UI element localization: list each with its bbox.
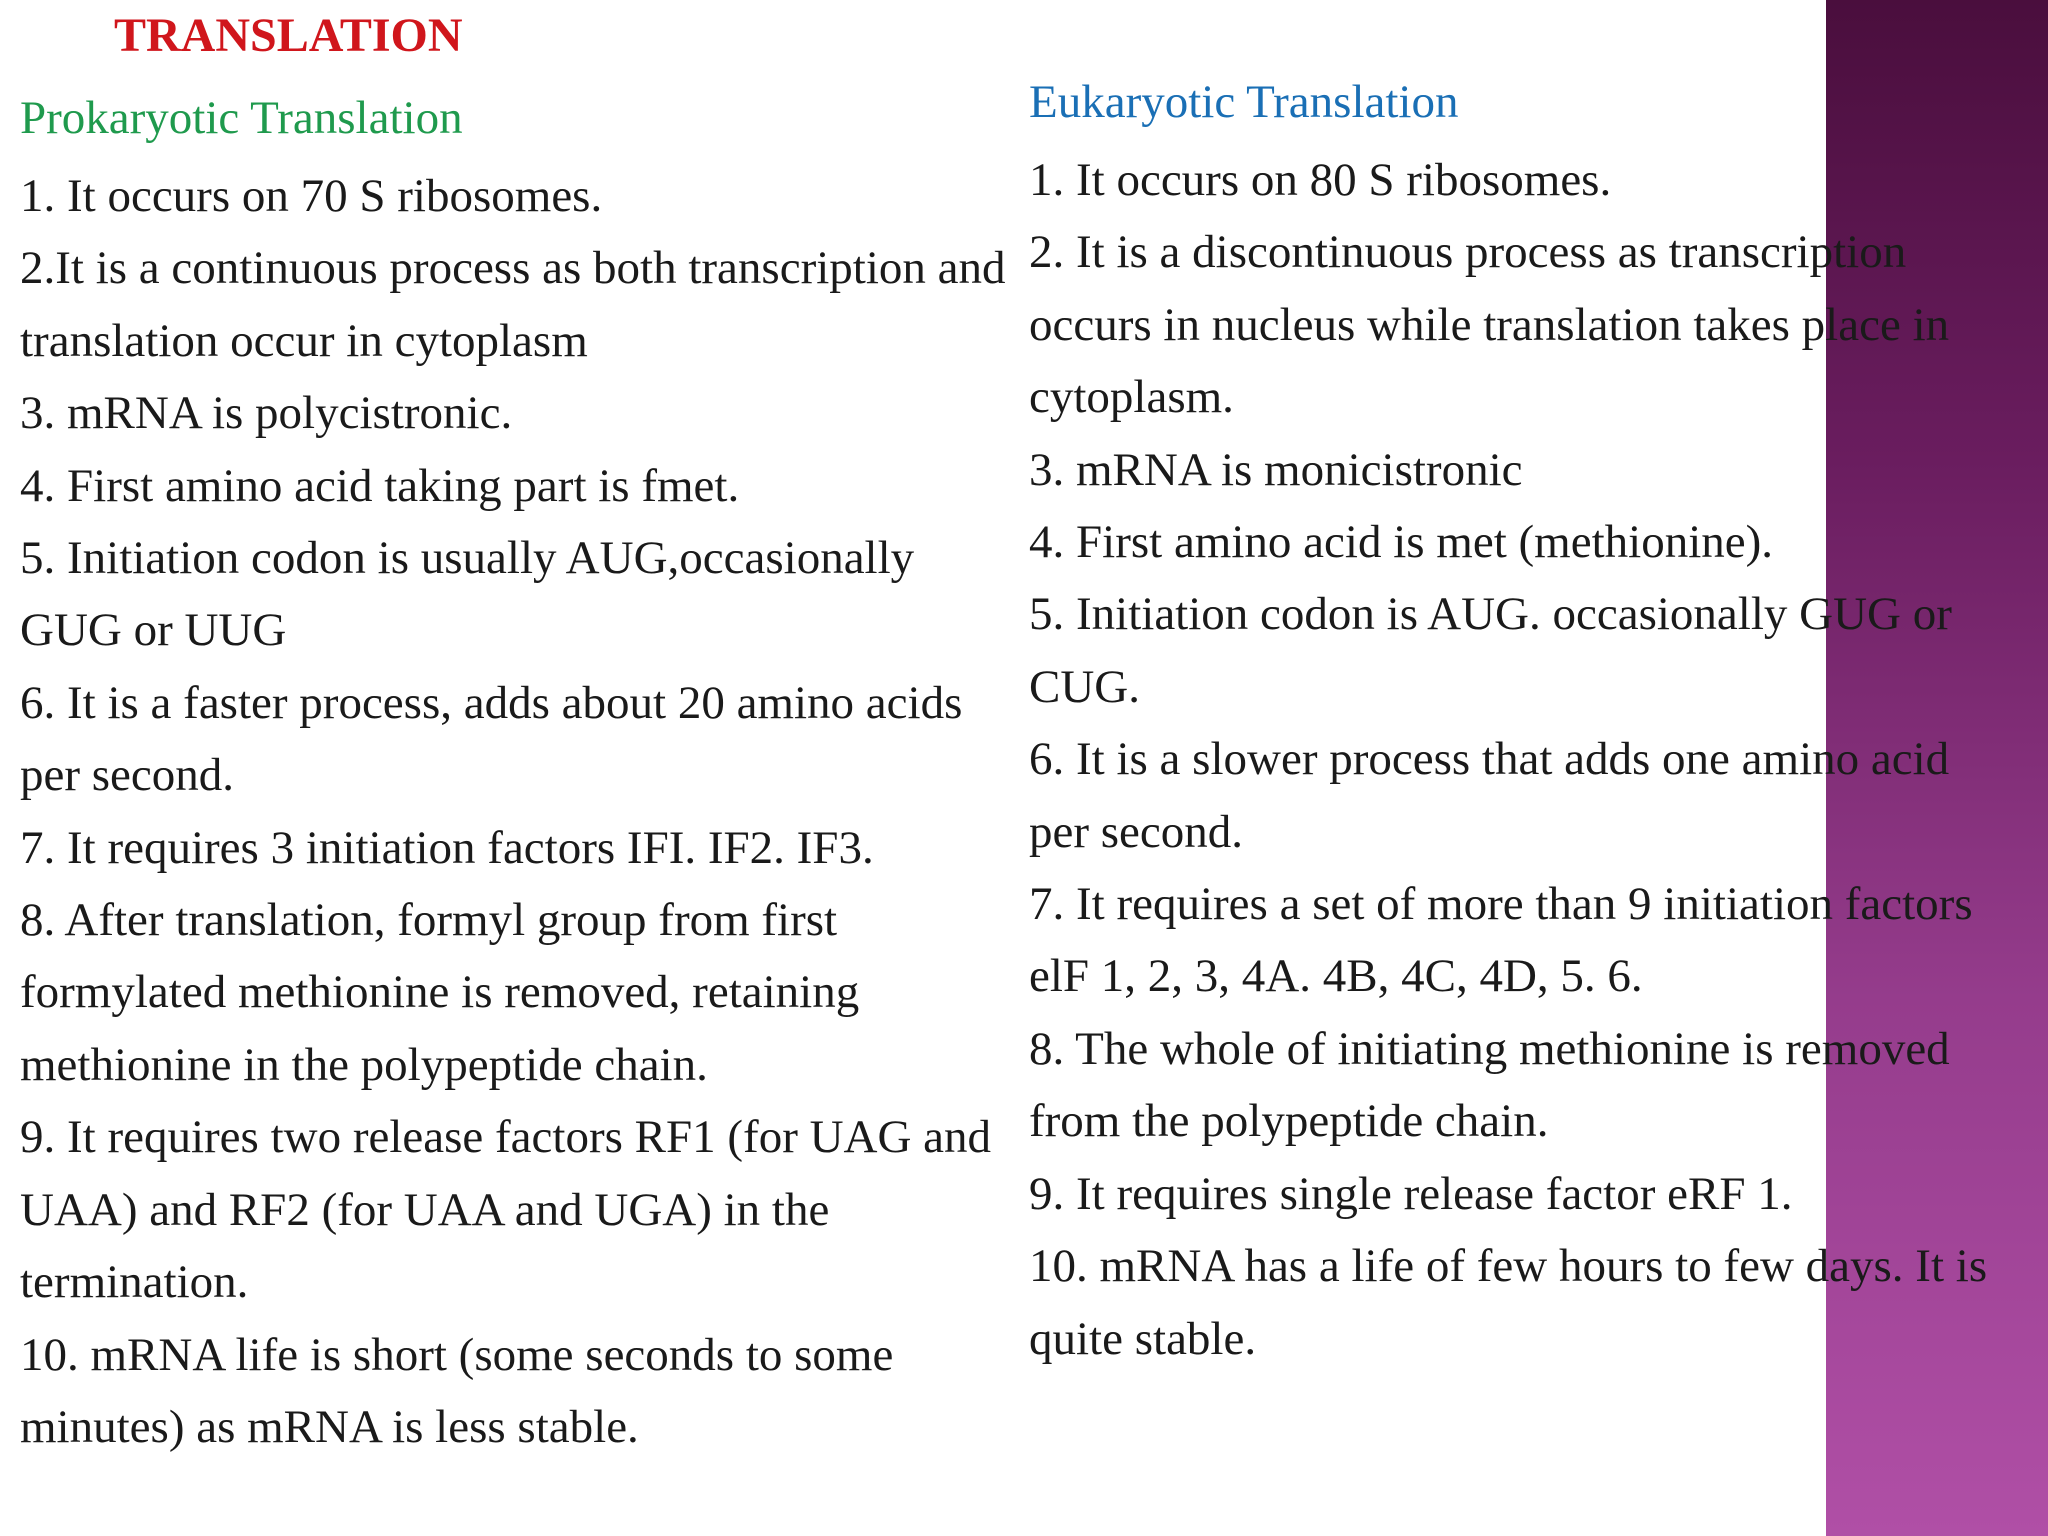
eukaryotic-point: 4. First amino acid is met (methionine). [1029, 516, 1774, 569]
prokaryotic-point: 9. It requires two release factors RF1 (for UAG and UAA) and RF2 (for UAA and UGA) in the termination. [20, 1111, 992, 1309]
prokaryotic-point: 3. mRNA is polycistronic. [20, 387, 513, 440]
prokaryotic-point: 4. First amino acid taking part is fmet. [20, 459, 740, 512]
prokaryotic-heading: Prokaryotic Translation [20, 92, 463, 144]
eukaryotic-point: 10. mRNA has a life of few hours to few days. It is quite stable. [1029, 1240, 1988, 1365]
prokaryotic-point: 5. Initiation codon is usually AUG,occasionally GUG or UUG [20, 532, 915, 657]
prokaryotic-column [20, 88, 1020, 1463]
prokaryotic-point: 6. It is a faster process, adds about 20 amino acids per second. [20, 676, 963, 802]
prokaryotic-point: 2.It is a continuous process as both transcription and translation occur in cytoplasm [20, 242, 1006, 367]
slide-title: TRANSLATION [114, 9, 463, 62]
eukaryotic-point: 8. The whole of initiating methionine is removed from the polypeptide chain. [1029, 1022, 1950, 1148]
prokaryotic-point: 8. After translation, formyl group from first formylated methionine is removed, retaining methionine in the polypeptide chain. [20, 894, 860, 1091]
prokaryotic-point: 7. It requires 3 initiation factors IFI. IF2. IF3. [20, 821, 874, 874]
eukaryotic-point: 1. It occurs on 80 S ribosomes. [1029, 154, 1612, 206]
eukaryotic-point: 9. It requires single release factor eRF 1. [1029, 1167, 1793, 1220]
eukaryotic-point: 2. It is a discontinuous process as transcription occurs in nucleus while translation takes place in cytoplasm. [1029, 226, 1950, 424]
prokaryotic-points [20, 160, 1020, 1463]
eukaryotic-heading: Eukaryotic Translation [1029, 76, 1459, 128]
eukaryotic-point: 5. Initiation codon is AUG. occasionally GUG or CUG. [1029, 588, 1952, 713]
eukaryotic-points [1029, 144, 2019, 1375]
prokaryotic-point: 1. It occurs on 70 S ribosomes. [20, 170, 603, 222]
eukaryotic-point: 3. mRNA is monicistronic [1029, 443, 1523, 496]
eukaryotic-column [1029, 72, 2019, 1375]
eukaryotic-point: 7. It requires a set of more than 9 initiation factors elF 1, 2, 3, 4A. 4B, 4C, 4D, 5. 6. [1029, 878, 1973, 1003]
prokaryotic-point: 10. mRNA life is short (some seconds to some minutes) as mRNA is less stable. [20, 1328, 894, 1453]
eukaryotic-point: 6. It is a slower process that adds one amino acid per second. [1029, 733, 1950, 858]
